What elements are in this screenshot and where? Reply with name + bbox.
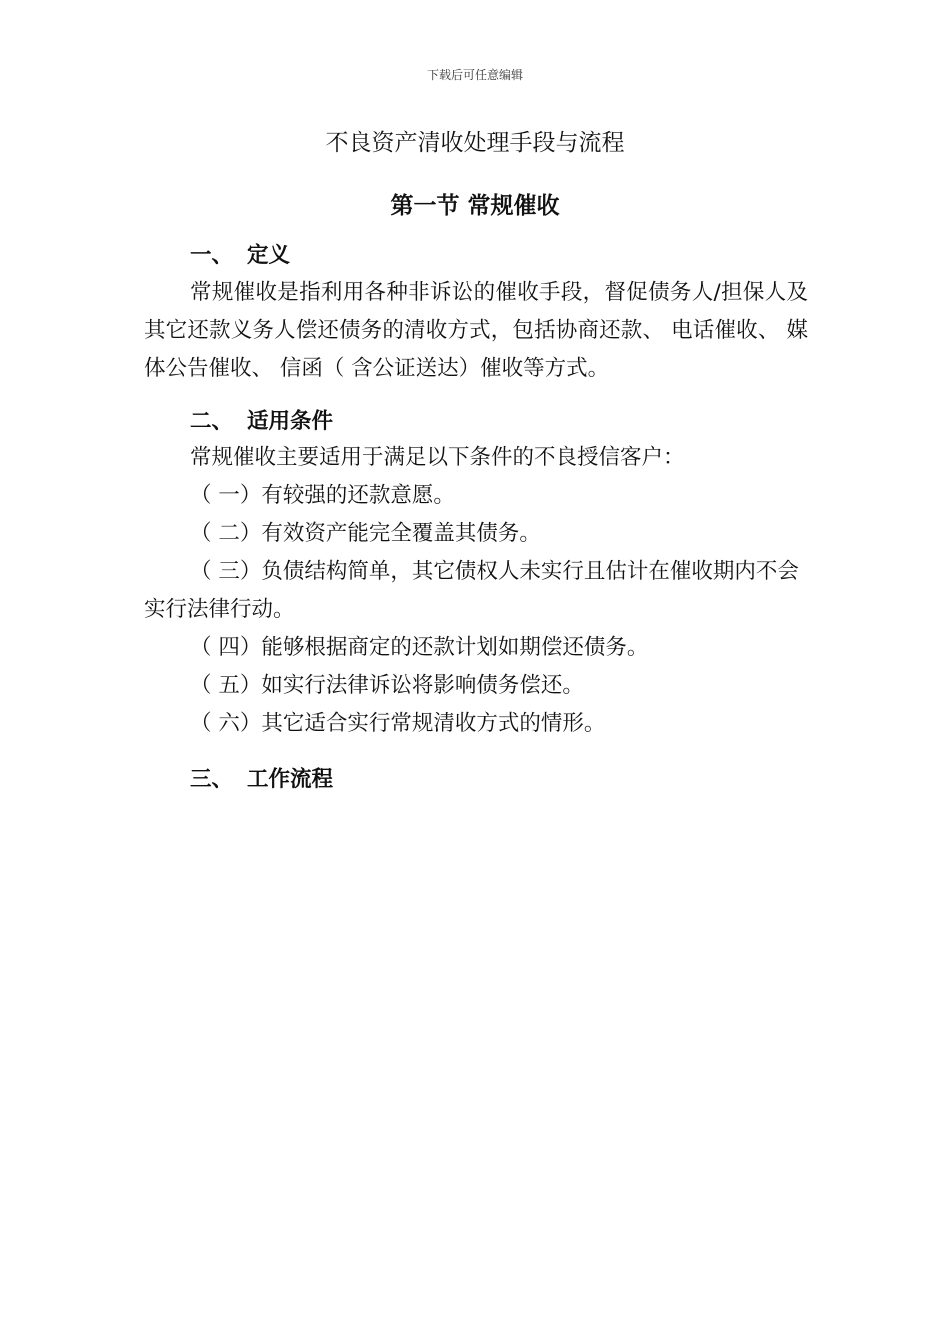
heading-number: 一、 xyxy=(190,243,234,268)
heading-text: 适用条件 xyxy=(247,409,334,434)
condition-item-5: （ 五）如实行法律诉讼将影响债务偿还。 xyxy=(190,673,584,698)
condition-item-4: （ 四）能够根据商定的还款计划如期偿还债务。 xyxy=(190,635,649,660)
condition-item-6: （ 六）其它适合实行常规清收方式的情形。 xyxy=(190,711,606,736)
condition-item-2: （ 二）有效资产能完全覆盖其债务。 xyxy=(190,521,541,546)
definition-block xyxy=(144,274,808,388)
condition-item-3: （ 三）负债结构简单，其它债权人未实行且估计在催收期内不会实行法律行动。 xyxy=(144,559,799,622)
heading-text: 定义 xyxy=(247,243,291,268)
conditions-block xyxy=(144,439,808,743)
condition-item-1: （ 一）有较强的还款意愿。 xyxy=(190,483,455,508)
conditions-intro: 常规催收主要适用于满足以下条件的不良授信客户： xyxy=(190,445,685,470)
section-title: 第一节 常规催收 xyxy=(390,193,560,219)
heading-workflow xyxy=(190,762,333,793)
heading-conditions xyxy=(190,404,333,435)
heading-number: 三、 xyxy=(190,767,234,792)
header-note: 下载后可任意编辑 xyxy=(426,68,523,82)
heading-definition xyxy=(190,238,290,269)
heading-number: 二、 xyxy=(190,409,234,434)
definition-paragraph: 常规催收是指利用各种非诉讼的催收手段，督促债务人/担保人及其它还款义务人偿还债务的清收方式，包括协商还款、 电话催收、 媒体公告催收、 信函（ 含公证送达）催收等方式。 xyxy=(144,280,808,381)
document-title: 不良资产清收处理手段与流程 xyxy=(325,130,625,156)
heading-text: 工作流程 xyxy=(247,767,334,792)
